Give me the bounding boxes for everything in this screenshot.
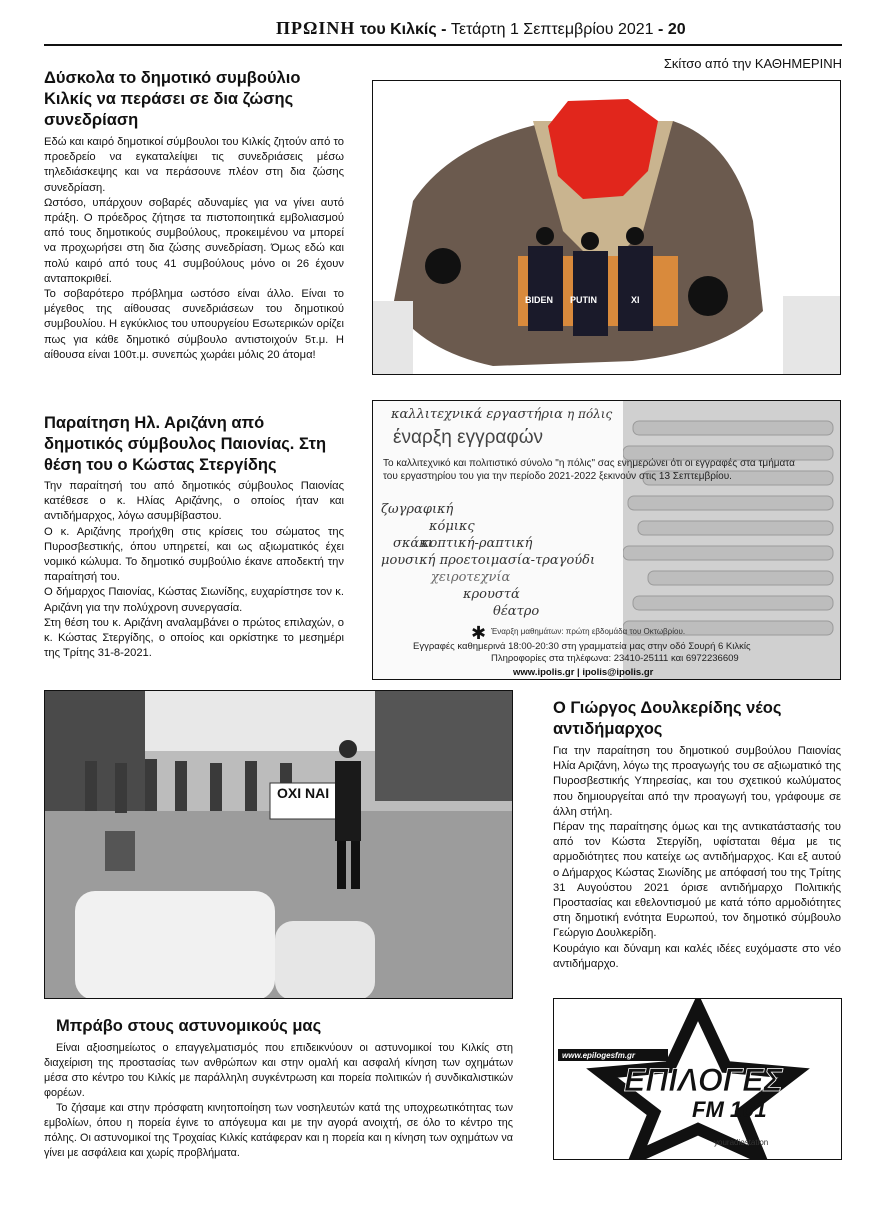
paragraph: Κουράγιο και δύναμη και καλές ιδέες ευχόμαστε στο νέο αντιδήμαρχο.: [553, 942, 841, 970]
workshops-ad: [372, 400, 841, 680]
issue-date: Τετάρτη 1 Σεπτεμβρίου 2021: [450, 21, 654, 38]
workshop-item: μουσική προετοιμασία-τραγούδι: [381, 553, 596, 568]
newspaper-subtitle: του Κιλκίς: [359, 21, 437, 38]
paragraph: Πέραν της παραίτησης όμως και της αντικατάστασής του από τον Κώστα Στεργίδη, υφίσταται θέμα με τις αρμοδιότητες που κατείχε ως αντιδήμαρχος. Και εξ αυτού ο Δήμαρχος Κώστας Σιωνίδης με απόφασή του της Τρίτης 31 Αυγούστου 2021 όρισε αντιδήμαρχο Πολιτικής Προστασίας και εθελοντισμού με κατά τόπο αρμοδιότητες στη δημοτική ενότητα Ευρωπού, τον δημοτικό σύμβουλο Γεώργιο Δουλκερίδη.: [553, 821, 841, 940]
paragraph: Είναι αξιοσημείωτος ο επαγγελματισμός που επιδεικνύουν οι αστυνομικοί του Κιλκίς στη διαχείριση της προστασίας των ανθρώπων και στην ομαλή και ασφαλή κίνηση των οχημάτων μέσα στο κέντρο του Κιλκίς με παράλληλη συγκέντρωση και πορεία πολιτικών ή συνδικαλιστικών φορέων.: [44, 1042, 513, 1099]
workshop-item: κρουστά: [463, 587, 520, 602]
article-police: [44, 1016, 513, 1161]
article-body: [44, 479, 344, 661]
paragraph: Στη θέση του κ. Αριζάνη αναλαμβάνει ο πρώτος επιλαχών, ο κ. Κώστας Στεργίδης, ο οποίος και ορκίστηκε το μεσημέρι της Τρίτης 31-8-2021.: [44, 616, 344, 660]
article-title: Παραίτηση Ηλ. Αριζάνη από δημοτικός σύμβουλος Παιονίας. Στη θέση του ο Κώστας Στεργίδης: [44, 414, 327, 474]
article-council-meeting: [44, 68, 344, 363]
article-title: Δύσκολα το δημοτικό συμβούλιο Κιλκίς να περάσει σε δια ζώσης συνεδρίαση: [44, 69, 301, 129]
workshop-item: κόμικς: [429, 519, 475, 534]
separator: -: [658, 21, 664, 38]
ad-phones: Πληροφορίες στα τηλέφωνα: 23410-25111 και 6972236609: [491, 653, 739, 664]
workshop-list: [381, 501, 595, 620]
header-rule: [44, 44, 842, 46]
paragraph: Την παραίτησή του από δημοτικός σύμβουλος Παιονίας κατέθεσε ο κ. Ηλίας Αριζάνης, ο οποίος ήταν και αντιδήμαρχος, λόγω ασυμβίβαστου.: [44, 480, 344, 523]
paragraph: Εδώ και καιρό δημοτικοί σύμβουλοι του Κιλκίς ζητούν από το προεδρείο να εγκαταλείψει τις συνεδριάσεις μέσω τηλεδιάσκεψης και να περάσουνε πλέον στη δια ζώσης συνεδρίαση.: [44, 136, 344, 194]
paragraph: Ο δήμαρχος Παιονίας, Κώστας Σιωνίδης, ευχαρίστησε τον κ. Αριζάνη για την πολύχρονη συνεργασία.: [44, 586, 344, 614]
radio-frequency: FM 101: [692, 1097, 767, 1122]
article-body: [553, 744, 841, 972]
radio-slogan: youradiostation: [714, 1138, 769, 1147]
cartoon-label: PUTIN: [570, 295, 597, 305]
workshop-item: θέατρο: [493, 604, 540, 619]
cartoon-drawing: [373, 81, 841, 375]
asterisk-icon: ✱: [471, 623, 487, 643]
paragraph: Ο κ. Αριζάνης προήχθη στις κρίσεις του σώματος της Πυροσβεστικής, όπου υπηρετεί, και ως αξιωματικός έχει νομικό κώλυμα. Το δημοτικό συμβούλιο έκανε αποδεκτή την παραίτησή του.: [44, 525, 344, 584]
ad-web: www.ipolis.gr | ipolis@ipolis.gr: [513, 667, 654, 678]
protest-banner: ΟΧΙ ΝΑΙ: [277, 785, 330, 801]
radio-url: www.epilogesfm.gr: [562, 1051, 636, 1060]
ad-registration: Εγγραφές καθημερινά 18:00-20:30 στη γραμματεία μας στην οδό Σουρή 6 Κιλκίς: [413, 641, 751, 652]
ad-brand-name: η πόλις: [567, 407, 613, 421]
article-deputy-mayor: [553, 698, 841, 972]
cartoon-label: BIDEN: [525, 295, 554, 305]
article-body: [44, 135, 344, 363]
radio-logo: [554, 999, 842, 1160]
ad-headline: έναρξη εγγραφών: [393, 427, 544, 448]
photo-image: [45, 691, 513, 999]
cartoon-label: XI: [631, 295, 640, 305]
ad-brand: [391, 407, 612, 422]
page-number: 20: [667, 21, 686, 38]
radio-ad: [553, 998, 842, 1160]
police-photo: [44, 690, 513, 999]
ad-start-note: Έναρξη μαθημάτων: πρώτη εβδομάδα του Οκτωβρίου.: [491, 627, 686, 636]
workshop-item: χειροτεχνία: [431, 570, 511, 585]
masthead: [276, 18, 686, 39]
article-title: Ο Γιώργος Δουλκερίδης νέος αντιδήμαρχος: [553, 699, 782, 738]
paragraph: Ωστόσο, υπάρχουν σοβαρές αδυναμίες για να γίνει αυτό πράξη. Ο πρόεδρος ζήτησε τα πιστοποιητικά εμβολιασμού από τους δημοτικούς συμβούλους, προκειμένου να μπορεί να προχωρήσει στη δια ζώσης συνεδρίαση. Όμως εδώ και πολύ καιρό από τους 41 συμβούλους μόνο οι 26 έχουν ανταποκριθεί.: [44, 196, 344, 285]
article-resignation: [44, 413, 344, 661]
pencils-photo: [623, 401, 841, 680]
ad-intro: Το καλλιτεχνικό και πολιτιστικό σύνολο "η πόλις" σας ενημερώνει ότι οι εγγραφές στα τμήματα του εργαστηρίου του για την περίοδο 2021-2022 ξεκινούν στις 13 Σεπτεμβρίου.: [383, 458, 795, 482]
newspaper-brand: ΠΡΩΙΝΗ: [276, 18, 356, 38]
ad-brand-line: καλλιτεχνικά εργαστήρια: [391, 407, 563, 422]
cartoon-credit: Σκίτσο από την ΚΑΘΗΜΕΡΙΝΗ: [663, 56, 842, 71]
workshop-item: ζωγραφική: [381, 502, 454, 517]
workshop-item: κοπτική-ραπτική: [421, 536, 533, 551]
paragraph: Το σοβαρότερο πρόβλημα ωστόσο είναι άλλο. Είναι το μέγεθος της αίθουσας συνεδριάσεων του δημοτικού συμβουλίου. Η εγκύκλιος του υπουργείου Εσωτερικών ορίζει πως για κάθε δημοτικό σύμβουλο αντιστοιχούν 5τ.μ. Η αίθουσα είναι 100τ.μ. συνεπώς χωράει μόλις 20 άτομα!: [44, 288, 344, 361]
political-cartoon: [372, 80, 841, 375]
article-body: [44, 1041, 513, 1161]
radio-name: ΕΠΙΛΟΓΕΣ: [624, 1062, 783, 1098]
workshop-item: σκάκι: [393, 536, 433, 551]
article-title: Μπράβο στους αστυνομικούς μας: [56, 1017, 322, 1035]
paragraph: Το ζήσαμε και στην πρόσφατη κινητοποίηση των νοσηλευτών κατά της υποχρεωτικότητας των εμβολίων, όπου η πορεία έγινε το απόγευμα και με την αγορά ανοιχτή, σε όλο το κέντρο της πόλης. Οι αστυνομικοί της Τροχαίας Κιλκίς κατάφεραν και η πορεία και η κίνηση των οχημάτων να γίνει με ασφάλεια και χωρίς προβλήματα.: [44, 1102, 513, 1159]
paragraph: Για την παραίτηση του δημοτικού συμβούλου Παιονίας Ηλία Αριζάνη, λόγω της προαγωγής του σε αξιωματικό της Πυροσβεστικής Υπηρεσίας, και του σχετικού κωλύματος που δημιουργείται από την προαγωγή του, γράφουμε σε άλλη στήλη.: [553, 745, 841, 818]
separator: -: [441, 21, 447, 38]
